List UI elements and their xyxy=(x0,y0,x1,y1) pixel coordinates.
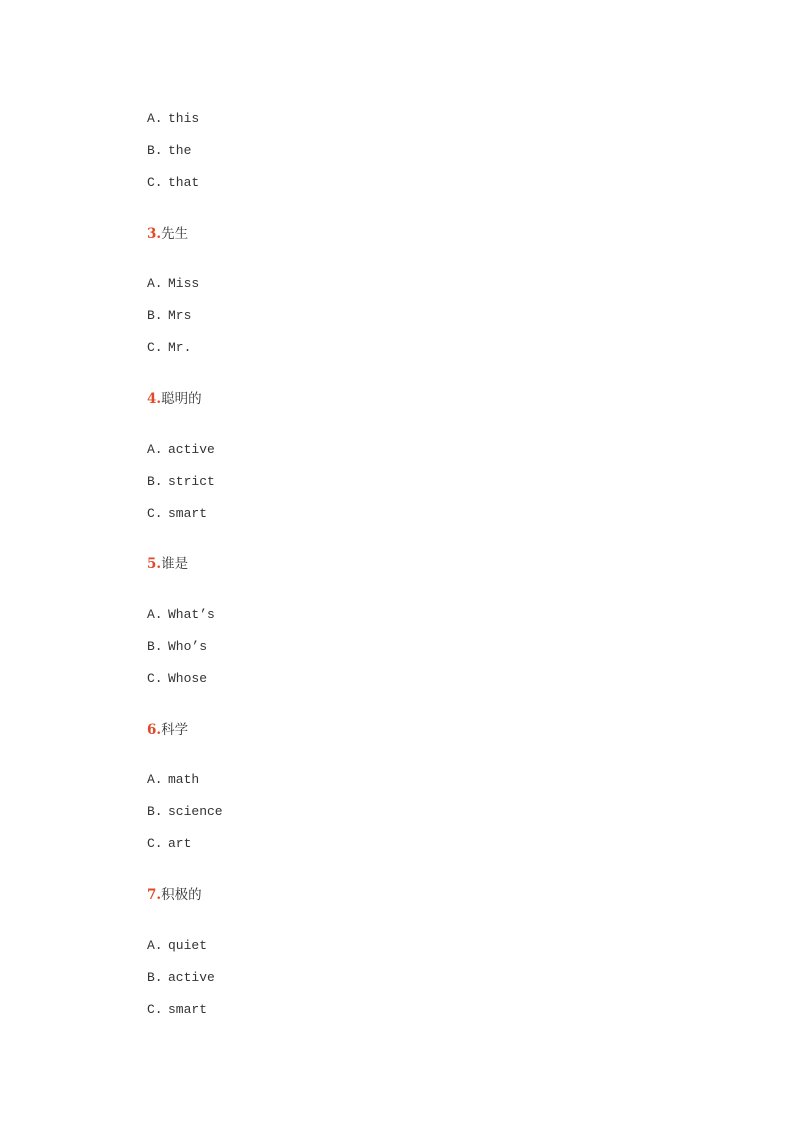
option-text: What’s xyxy=(168,607,215,622)
option-text: art xyxy=(168,836,192,851)
option-letter: C. xyxy=(147,175,163,190)
q3-option-b xyxy=(147,308,199,340)
question-text: 聪明的 xyxy=(161,391,202,407)
option-text: smart xyxy=(168,1002,208,1017)
q4-option-a xyxy=(147,442,215,474)
option-text: that xyxy=(168,175,200,190)
option-letter: C. xyxy=(147,340,163,355)
q2-options xyxy=(147,111,199,207)
option-text: Who’s xyxy=(168,639,208,654)
option-text: Whose xyxy=(168,671,208,686)
option-letter: A. xyxy=(147,442,163,457)
option-text: smart xyxy=(168,506,208,521)
q7-prompt xyxy=(147,886,202,904)
option-text: math xyxy=(168,772,200,787)
option-text: active xyxy=(168,970,215,985)
option-letter: C. xyxy=(147,671,163,686)
q5-prompt xyxy=(147,555,188,573)
option-letter: B. xyxy=(147,308,163,323)
q6-option-b xyxy=(147,804,223,836)
question-text: 谁是 xyxy=(161,556,189,572)
q5-options xyxy=(147,607,215,703)
option-text: science xyxy=(168,804,223,819)
question-text: 积极的 xyxy=(161,887,202,903)
q7-option-c xyxy=(147,1002,215,1034)
option-text: strict xyxy=(168,474,215,489)
q5-option-a xyxy=(147,607,215,639)
question-number: 6. xyxy=(147,722,162,738)
option-text: quiet xyxy=(168,938,208,953)
option-letter: B. xyxy=(147,474,163,489)
option-text: Mrs xyxy=(168,308,192,323)
option-text: Mr. xyxy=(168,340,192,355)
q6-option-c xyxy=(147,836,223,868)
q3-option-c xyxy=(147,340,199,372)
option-letter: B. xyxy=(147,143,163,158)
q5-option-b xyxy=(147,639,215,671)
q5-option-c xyxy=(147,671,215,703)
option-text: this xyxy=(168,111,200,126)
question-text: 先生 xyxy=(161,226,189,242)
q2-option-a xyxy=(147,111,199,143)
q3-prompt xyxy=(147,225,188,243)
q7-options xyxy=(147,938,215,1034)
option-letter: C. xyxy=(147,506,163,521)
q6-options xyxy=(147,772,223,868)
q7-option-a xyxy=(147,938,215,970)
q6-option-a xyxy=(147,772,223,804)
option-letter: A. xyxy=(147,276,163,291)
q3-options xyxy=(147,276,199,372)
question-number: 4. xyxy=(147,391,162,407)
option-text: Miss xyxy=(168,276,200,291)
question-number: 3. xyxy=(147,226,162,242)
q2-option-b xyxy=(147,143,199,175)
option-letter: B. xyxy=(147,970,163,985)
q4-option-b xyxy=(147,474,215,506)
q3-option-a xyxy=(147,276,199,308)
question-text: 科学 xyxy=(161,722,189,738)
question-number: 7. xyxy=(147,887,162,903)
question-number: 5. xyxy=(147,556,162,572)
option-text: the xyxy=(168,143,192,158)
q6-prompt xyxy=(147,721,188,739)
option-letter: C. xyxy=(147,836,163,851)
q4-option-c xyxy=(147,506,215,538)
option-letter: B. xyxy=(147,804,163,819)
q4-prompt xyxy=(147,390,202,408)
option-letter: B. xyxy=(147,639,163,654)
option-text: active xyxy=(168,442,215,457)
option-letter: A. xyxy=(147,607,163,622)
q7-option-b xyxy=(147,970,215,1002)
option-letter: A. xyxy=(147,772,163,787)
option-letter: A. xyxy=(147,111,163,126)
option-letter: A. xyxy=(147,938,163,953)
q4-options xyxy=(147,442,215,538)
q2-option-c xyxy=(147,175,199,207)
option-letter: C. xyxy=(147,1002,163,1017)
